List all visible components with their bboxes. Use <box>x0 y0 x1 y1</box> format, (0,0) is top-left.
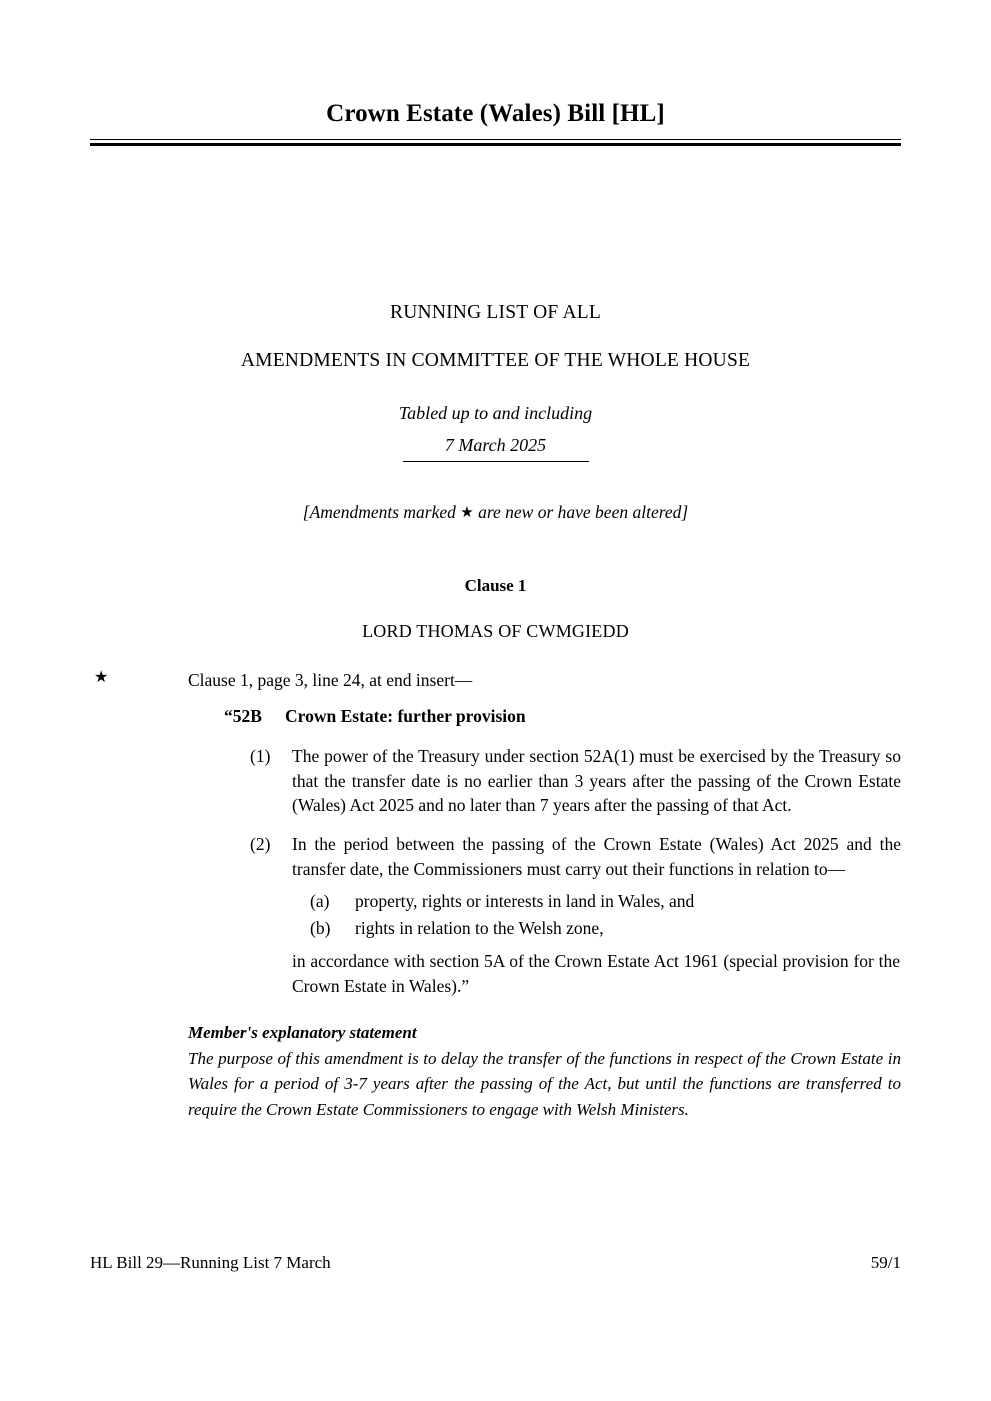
separator-rule-wrap <box>90 461 901 462</box>
tabled-date: 7 March 2025 <box>444 434 547 455</box>
amendment-block <box>90 668 901 998</box>
paragraph-number: (1) <box>250 745 271 766</box>
title-block <box>90 100 901 146</box>
amendment-intro-line: Clause 1, page 3, line 24, at end insert— <box>188 670 473 690</box>
running-list-heading <box>90 300 901 458</box>
explanatory-statement-title: Member's explanatory statement <box>188 1023 417 1042</box>
inserted-section-title: Crown Estate: further provision <box>285 706 526 727</box>
footer-page-number: 59/1 <box>870 1253 901 1272</box>
new-amendment-star-icon: ★ <box>94 669 109 686</box>
amendments-marked-note <box>90 500 901 525</box>
inserted-section-number: “52B <box>224 706 262 727</box>
explanatory-statement <box>188 1022 901 1122</box>
subitem-number: (a) <box>310 890 330 911</box>
page-footer <box>90 1252 901 1274</box>
numbered-paragraph <box>250 832 901 882</box>
member-name: LORD THOMAS OF CWMGIEDD <box>362 621 629 641</box>
clause-heading: Clause 1 <box>464 576 527 595</box>
inserted-section-heading <box>224 704 901 729</box>
amendment-tail-text: in accordance with section 5A of the Crown Estate Act 1961 (special provision for the Crown Estate in Wales).” <box>292 950 900 996</box>
explanatory-statement-body: The purpose of this amendment is to delay the transfer of the functions in respect of the Crown Estate in Wales for a period of 3-7 years after the passing of the Act, but until the functions are transferred to require the Crown Estate Commissioners to engage with Welsh Ministers. <box>188 1048 901 1119</box>
footer-left-text: HL Bill 29—Running List 7 March <box>90 1253 331 1272</box>
subitem-text: property, rights or interests in land in Wales, and <box>355 890 695 911</box>
subitem-number: (b) <box>310 917 331 938</box>
star-icon: ★ <box>460 505 474 521</box>
page-title: Crown Estate (Wales) Bill [HL] <box>326 100 665 127</box>
list-item <box>310 889 901 914</box>
list-item <box>310 916 901 941</box>
title-rule-thick <box>90 143 901 146</box>
note-suffix: are new or have been altered] <box>473 502 689 522</box>
subitem-text: rights in relation to the Welsh zone, <box>355 917 604 938</box>
heading-line-2: AMENDMENTS IN COMMITTEE OF THE WHOLE HOUSE <box>240 350 751 372</box>
numbered-paragraph <box>250 744 901 819</box>
heading-line-1: RUNNING LIST OF ALL <box>390 302 601 323</box>
paragraph-text: The power of the Treasury under section 52A(1) must be exercised by the Treasury so that the transfer date is no earlier than 3 years after the passing of the Crown Estate (Wales) Act 2025 and no later than 7 years after the passing of that Act. <box>292 745 901 816</box>
paragraph-text: In the period between the passing of the Crown Estate (Wales) Act 2025 and the transfer date, the Commissioners must carry out their functions in relation to— <box>292 834 901 880</box>
paragraph-number: (2) <box>250 834 271 855</box>
separator-rule <box>403 461 589 462</box>
tabled-label: Tabled up to and including <box>398 402 593 423</box>
note-prefix: [Amendments marked <box>302 502 461 522</box>
